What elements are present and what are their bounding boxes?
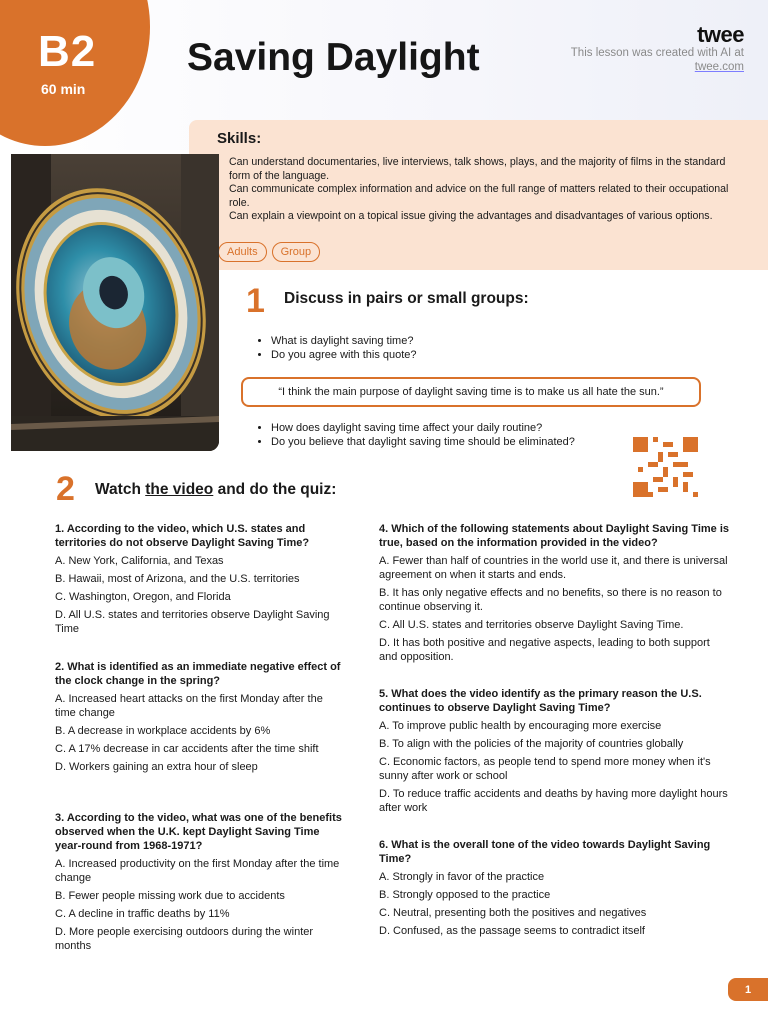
answer-option[interactable]: A. New York, California, and Texas (55, 555, 224, 567)
answer-option[interactable]: C. Washington, Oregon, and Florida (55, 591, 231, 603)
question-text: 1. According to the video, which U.S. states and territories do not observe Daylight Saving Time? (55, 523, 310, 549)
section-2-number: 2 (56, 470, 75, 508)
section-1-bullets-a (257, 334, 417, 362)
skills-heading: Skills: (217, 130, 262, 147)
section-2-title-post: and do the quiz: (213, 481, 337, 498)
answer-option[interactable]: D. All U.S. states and territories observe Daylight Saving Time (55, 609, 330, 635)
quiz-question-3 (55, 811, 345, 957)
tag-group[interactable]: Group (272, 242, 321, 262)
skill-item: • Can communicate complex information and advice on the full range of matters related to their occupational role. (229, 183, 739, 210)
answer-option[interactable]: C. A decline in traffic deaths by 11% (55, 908, 230, 920)
answer-option[interactable]: A. Increased productivity on the first Monday after the time change (55, 858, 340, 884)
answer-option[interactable]: A. Strongly in favor of the practice (379, 871, 545, 883)
brand-note-text: This lesson was created with AI at (570, 47, 744, 59)
answer-option[interactable]: D. Workers gaining an extra hour of sleep (55, 761, 258, 773)
astronomical-clock-photo (11, 154, 219, 451)
brand-logo: twee (697, 22, 744, 47)
discussion-item: • Do you agree with this quote? (271, 348, 417, 362)
section-2-title-pre: Watch (95, 481, 146, 498)
brand-note (544, 46, 744, 74)
duration-label: 60 min (41, 81, 86, 97)
discussion-item: • What is daylight saving time? (271, 334, 417, 348)
quiz-question-1 (55, 522, 345, 640)
skills-panel (189, 120, 768, 270)
section-2-title (95, 481, 336, 499)
section-1-number: 1 (246, 282, 265, 320)
qr-code-icon[interactable] (633, 436, 698, 498)
question-text: 6. What is the overall tone of the video towards Daylight Saving Time? (379, 839, 711, 865)
answer-option[interactable]: C. A 17% decrease in car accidents after the time shift (55, 743, 319, 755)
answer-option[interactable]: A. To improve public health by encouraging more exercise (379, 720, 662, 732)
answer-option[interactable]: D. To reduce traffic accidents and deaths by having more daylight hours after work (379, 788, 728, 814)
quiz-question-2 (55, 660, 345, 778)
answer-option[interactable]: C. Economic factors, as people tend to spend more money when it's sunny after work or school (379, 756, 711, 782)
answer-option[interactable]: D. Confused, as the passage seems to contradict itself (379, 925, 645, 937)
skills-list (215, 156, 739, 224)
brand-link[interactable]: twee.com (694, 61, 744, 73)
answer-option[interactable]: A. Increased heart attacks on the first Monday after the time change (55, 693, 323, 719)
section-1-title: Discuss in pairs or small groups: (284, 290, 529, 307)
section-1-bullets-b (257, 421, 575, 449)
level-label: B2 (38, 27, 97, 76)
answer-option[interactable]: B. Strongly opposed to the practice (379, 889, 551, 901)
skill-item: • Can explain a viewpoint on a topical issue giving the advantages and disadvantages of various options. (229, 210, 739, 224)
page-number: 1 (728, 978, 768, 1001)
quote-box: “I think the main purpose of daylight saving time is to make us all hate the sun.” (241, 377, 701, 407)
skill-item: • Can understand documentaries, live interviews, talk shows, plays, and the majority of films in the standard form of the language. (229, 156, 739, 183)
discussion-item: • How does daylight saving time affect your daily routine? (271, 421, 575, 435)
answer-option[interactable]: B. It has only negative effects and no benefits, so there is no reason to continue observing it. (379, 587, 722, 613)
answer-option[interactable]: B. Hawaii, most of Arizona, and the U.S. territories (55, 573, 300, 585)
answer-option[interactable]: D. More people exercising outdoors during the winter months (55, 926, 314, 952)
tag-adults[interactable]: Adults (218, 242, 267, 262)
discussion-item: • Do you believe that daylight saving time should be eliminated? (271, 435, 575, 449)
answer-option[interactable]: B. Fewer people missing work due to accidents (55, 890, 285, 902)
answer-option[interactable]: A. Fewer than half of countries in the world use it, and there is universal agreement on when it starts and ends. (379, 555, 728, 581)
answer-option[interactable]: C. Neutral, presenting both the positives and negatives (379, 907, 647, 919)
page-title: Saving Daylight (187, 36, 480, 79)
quiz-question-6 (379, 838, 729, 942)
question-text: 3. According to the video, what was one of the benefits observed when the U.K. kept Daylight Saving Time year-round from 1968-1971? (55, 812, 342, 852)
answer-option[interactable]: D. It has both positive and negative aspects, leading to both support and opposition. (379, 637, 710, 663)
question-text: 5. What does the video identify as the primary reason the U.S. continues to observe Daylight Saving Time? (379, 688, 702, 714)
video-link[interactable]: the video (145, 481, 214, 498)
tag-list (218, 242, 320, 262)
answer-option[interactable]: B. To align with the policies of the majority of countries globally (379, 738, 684, 750)
question-text: 2. What is identified as an immediate negative effect of the clock change in the spring? (55, 661, 341, 687)
answer-option[interactable]: C. All U.S. states and territories observe Daylight Saving Time. (379, 619, 684, 631)
answer-option[interactable]: B. A decrease in workplace accidents by 6% (55, 725, 271, 737)
quiz-question-5 (379, 687, 729, 819)
question-text: 4. Which of the following statements about Daylight Saving Time is true, based on the information provided in the video? (379, 523, 730, 549)
quiz-question-4 (379, 522, 729, 668)
